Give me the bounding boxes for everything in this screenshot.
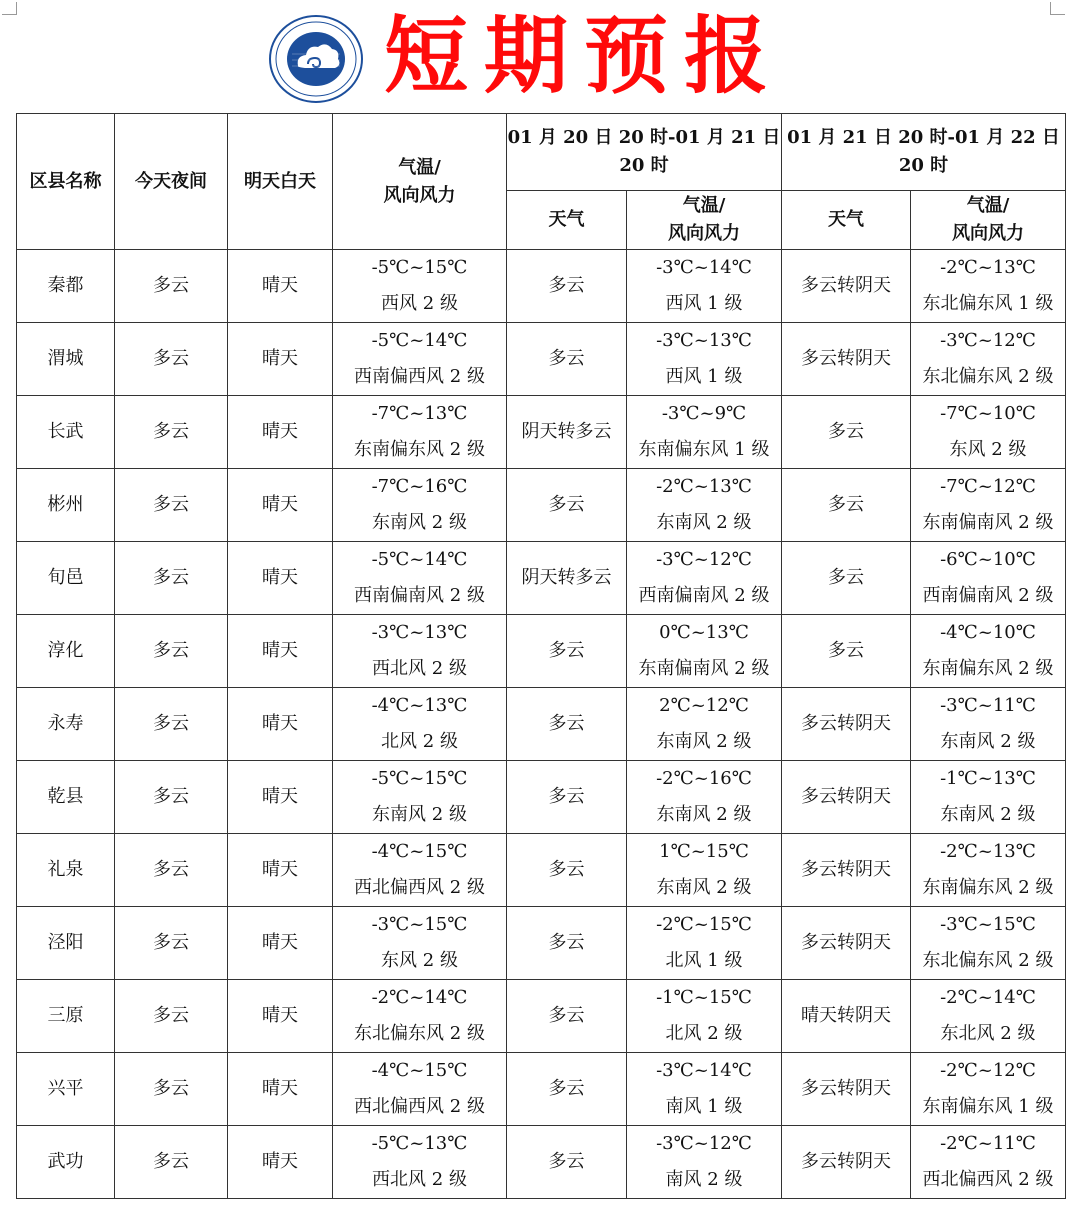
table-row — [17, 615, 1066, 688]
period1-temp-wind-wind: 东南风 2 级 — [656, 804, 752, 825]
today-temp-wind-temp: -4℃~15℃ — [371, 1060, 468, 1081]
period2-weather: 多云转阴天 — [782, 907, 911, 980]
today-temp-wind-wind: 西北偏西风 2 级 — [354, 877, 485, 898]
period2-temp-wind-temp: -7℃~12℃ — [940, 476, 1036, 497]
period1-weather: 多云 — [507, 688, 627, 761]
today-temp-wind-wind: 西南偏西风 2 级 — [354, 366, 485, 387]
period2-temp-wind — [911, 688, 1066, 761]
period1-temp-wind-temp: -1℃~15℃ — [656, 987, 752, 1008]
header-temp-wind — [333, 114, 507, 250]
header-period-2: 01 月 21 日 20 时-01 月 22 日 20 时 — [782, 114, 1066, 191]
period2-temp-wind-wind: 东南偏东风 1 级 — [922, 1096, 1054, 1117]
county-name: 武功 — [17, 1126, 115, 1199]
header-county: 区县名称 — [17, 114, 115, 250]
period1-temp-wind-wind: 东南偏南风 2 级 — [638, 658, 770, 679]
period1-temp-wind — [627, 688, 782, 761]
county-name: 乾县 — [17, 761, 115, 834]
period1-temp-wind-temp: 1℃~15℃ — [659, 841, 749, 862]
tonight-weather: 多云 — [115, 542, 228, 615]
tomorrow-weather: 晴天 — [228, 1126, 333, 1199]
tomorrow-weather: 晴天 — [228, 907, 333, 980]
page-title: 短期预报 — [384, 7, 785, 105]
county-name: 礼泉 — [17, 834, 115, 907]
period2-temp-wind-wind: 西北偏西风 2 级 — [922, 1169, 1054, 1190]
county-name: 秦都 — [17, 250, 115, 323]
period2-temp-wind-wind: 东北偏东风 2 级 — [922, 950, 1054, 971]
period1-temp-wind — [627, 1126, 782, 1199]
tonight-weather: 多云 — [115, 469, 228, 542]
table-row — [17, 980, 1066, 1053]
period1-weather: 多云 — [507, 615, 627, 688]
period1-temp-wind-wind: 西风 1 级 — [665, 293, 743, 314]
period1-weather: 多云 — [507, 980, 627, 1053]
period1-temp-wind-temp: -2℃~16℃ — [656, 768, 752, 789]
tonight-weather: 多云 — [115, 250, 228, 323]
tomorrow-weather: 晴天 — [228, 688, 333, 761]
period1-temp-wind-temp: -2℃~13℃ — [656, 476, 752, 497]
crop-mark-top-left — [2, 2, 17, 15]
period1-temp-wind-wind: 西风 1 级 — [665, 366, 743, 387]
period1-weather: 多云 — [507, 1126, 627, 1199]
period2-temp-wind-temp: -6℃~10℃ — [940, 549, 1036, 570]
tomorrow-weather: 晴天 — [228, 469, 333, 542]
period1-temp-wind — [627, 323, 782, 396]
county-name: 渭城 — [17, 323, 115, 396]
period2-temp-wind-temp: -3℃~15℃ — [940, 914, 1036, 935]
today-temp-wind-wind: 西北偏西风 2 级 — [354, 1096, 485, 1117]
table-row — [17, 688, 1066, 761]
xianyang-meteorology-logo-icon — [268, 14, 364, 104]
table-row — [17, 323, 1066, 396]
period2-temp-wind — [911, 761, 1066, 834]
tonight-weather: 多云 — [115, 1126, 228, 1199]
today-temp-wind — [333, 615, 507, 688]
today-temp-wind — [333, 980, 507, 1053]
period2-temp-wind — [911, 323, 1066, 396]
table-row — [17, 250, 1066, 323]
header-p1-temp-label: 气温/ — [682, 195, 726, 216]
period2-temp-wind — [911, 615, 1066, 688]
tonight-weather: 多云 — [115, 980, 228, 1053]
period2-temp-wind — [911, 907, 1066, 980]
period1-temp-wind — [627, 907, 782, 980]
period2-temp-wind — [911, 469, 1066, 542]
period2-temp-wind-temp: -3℃~12℃ — [940, 330, 1036, 351]
tonight-weather: 多云 — [115, 615, 228, 688]
tomorrow-weather: 晴天 — [228, 615, 333, 688]
period1-weather: 多云 — [507, 834, 627, 907]
period1-temp-wind — [627, 396, 782, 469]
tonight-weather: 多云 — [115, 323, 228, 396]
period1-temp-wind — [627, 980, 782, 1053]
period1-temp-wind-temp: -3℃~12℃ — [656, 549, 752, 570]
table-row — [17, 907, 1066, 980]
period2-weather: 多云转阴天 — [782, 250, 911, 323]
period1-temp-wind-wind: 南风 1 级 — [665, 1096, 743, 1117]
period2-temp-wind — [911, 396, 1066, 469]
county-name: 淳化 — [17, 615, 115, 688]
today-temp-wind-temp: -2℃~14℃ — [371, 987, 468, 1008]
period1-temp-wind-wind: 东南风 2 级 — [656, 877, 752, 898]
today-temp-wind — [333, 469, 507, 542]
today-temp-wind-temp: -3℃~13℃ — [371, 622, 468, 643]
today-temp-wind — [333, 542, 507, 615]
today-temp-wind-wind: 东风 2 级 — [381, 950, 458, 971]
period1-temp-wind — [627, 834, 782, 907]
county-name: 永寿 — [17, 688, 115, 761]
today-temp-wind-wind: 东南偏东风 2 级 — [354, 439, 485, 460]
today-temp-wind-temp: -7℃~16℃ — [371, 476, 468, 497]
today-temp-wind-wind: 西风 2 级 — [381, 293, 458, 314]
tonight-weather: 多云 — [115, 834, 228, 907]
today-temp-wind-wind: 北风 2 级 — [381, 731, 458, 752]
period1-temp-wind-temp: -3℃~14℃ — [656, 1060, 752, 1081]
today-temp-wind — [333, 1053, 507, 1126]
today-temp-wind-temp: -5℃~14℃ — [371, 549, 468, 570]
period2-temp-wind — [911, 980, 1066, 1053]
today-temp-wind-temp: -5℃~15℃ — [371, 257, 468, 278]
period1-temp-wind-wind: 北风 1 级 — [665, 950, 743, 971]
tomorrow-weather: 晴天 — [228, 761, 333, 834]
period2-temp-wind-wind: 西南偏南风 2 级 — [922, 585, 1054, 606]
today-temp-wind-wind: 西北风 2 级 — [372, 658, 467, 679]
period1-temp-wind — [627, 469, 782, 542]
period2-temp-wind-temp: -2℃~14℃ — [940, 987, 1036, 1008]
period1-temp-wind-wind: 东南风 2 级 — [656, 512, 752, 533]
period2-weather: 多云转阴天 — [782, 688, 911, 761]
period1-temp-wind — [627, 1053, 782, 1126]
today-temp-wind-wind: 西北风 2 级 — [372, 1169, 467, 1190]
period2-temp-wind-temp: -2℃~13℃ — [940, 841, 1036, 862]
tomorrow-weather: 晴天 — [228, 542, 333, 615]
header-p1-weather: 天气 — [507, 191, 627, 250]
period2-weather: 晴天转阴天 — [782, 980, 911, 1053]
period1-temp-wind-temp: -3℃~12℃ — [656, 1133, 752, 1154]
period2-temp-wind-temp: -3℃~11℃ — [940, 695, 1036, 716]
forecast-table — [16, 113, 1066, 1199]
county-name: 三原 — [17, 980, 115, 1053]
period1-temp-wind-temp: 0℃~13℃ — [659, 622, 749, 643]
period2-temp-wind — [911, 1126, 1066, 1199]
header-p2-wind-label: 风向风力 — [952, 223, 1024, 244]
period2-temp-wind-wind: 东风 2 级 — [949, 439, 1027, 460]
today-temp-wind-temp: -4℃~15℃ — [371, 841, 468, 862]
period2-weather: 多云 — [782, 396, 911, 469]
today-temp-wind-temp: -5℃~13℃ — [371, 1133, 468, 1154]
header-p2-temp-label: 气温/ — [966, 195, 1010, 216]
period1-weather: 多云 — [507, 761, 627, 834]
county-name: 旬邑 — [17, 542, 115, 615]
period2-temp-wind-wind: 东南偏东风 2 级 — [922, 877, 1054, 898]
header-p2-temp-wind — [911, 191, 1066, 250]
period2-temp-wind — [911, 834, 1066, 907]
period1-weather: 多云 — [507, 469, 627, 542]
period2-weather: 多云 — [782, 469, 911, 542]
period2-temp-wind-wind: 东南风 2 级 — [940, 731, 1036, 752]
period1-weather: 阴天转多云 — [507, 396, 627, 469]
header-p1-wind-label: 风向风力 — [668, 223, 740, 244]
period2-weather: 多云转阴天 — [782, 761, 911, 834]
tonight-weather: 多云 — [115, 688, 228, 761]
tomorrow-weather: 晴天 — [228, 323, 333, 396]
today-temp-wind-temp: -5℃~14℃ — [371, 330, 468, 351]
period2-weather: 多云转阴天 — [782, 1126, 911, 1199]
table-row — [17, 834, 1066, 907]
period2-temp-wind-temp: -2℃~12℃ — [940, 1060, 1036, 1081]
period2-temp-wind — [911, 542, 1066, 615]
period1-temp-wind-temp: -3℃~9℃ — [661, 403, 747, 424]
table-row — [17, 396, 1066, 469]
period1-temp-wind-wind: 西南偏南风 2 级 — [638, 585, 770, 606]
county-name: 泾阳 — [17, 907, 115, 980]
header-tomorrow: 明天白天 — [228, 114, 333, 250]
today-temp-wind-temp: -5℃~15℃ — [371, 768, 468, 789]
table-row — [17, 1053, 1066, 1126]
today-temp-wind-temp: -4℃~13℃ — [371, 695, 468, 716]
period2-temp-wind-wind: 东北偏东风 1 级 — [922, 293, 1054, 314]
page-header — [0, 0, 1080, 112]
today-temp-wind-wind: 西南偏南风 2 级 — [354, 585, 485, 606]
today-temp-wind — [333, 907, 507, 980]
today-temp-wind — [333, 1126, 507, 1199]
period1-temp-wind-temp: 2℃~12℃ — [659, 695, 749, 716]
today-temp-wind — [333, 396, 507, 469]
period2-weather: 多云 — [782, 615, 911, 688]
table-row — [17, 542, 1066, 615]
tomorrow-weather: 晴天 — [228, 396, 333, 469]
period2-temp-wind-wind: 东南偏南风 2 级 — [922, 512, 1054, 533]
period1-weather: 阴天转多云 — [507, 542, 627, 615]
period2-temp-wind — [911, 1053, 1066, 1126]
period1-temp-wind-temp: -3℃~13℃ — [656, 330, 752, 351]
header-p1-temp-wind — [627, 191, 782, 250]
today-temp-wind — [333, 834, 507, 907]
period1-temp-wind-wind: 北风 2 级 — [665, 1023, 743, 1044]
county-name: 兴平 — [17, 1053, 115, 1126]
tonight-weather: 多云 — [115, 761, 228, 834]
period1-temp-wind-temp: -3℃~14℃ — [656, 257, 752, 278]
tonight-weather: 多云 — [115, 907, 228, 980]
period1-temp-wind — [627, 615, 782, 688]
tomorrow-weather: 晴天 — [228, 834, 333, 907]
header-wind-label: 风向风力 — [383, 184, 456, 206]
table-row — [17, 761, 1066, 834]
today-temp-wind-wind: 东南风 2 级 — [372, 512, 467, 533]
period1-temp-wind — [627, 250, 782, 323]
period2-weather: 多云 — [782, 542, 911, 615]
tomorrow-weather: 晴天 — [228, 1053, 333, 1126]
tonight-weather: 多云 — [115, 396, 228, 469]
forecast-rows — [17, 250, 1066, 1199]
today-temp-wind-wind: 东北偏东风 2 级 — [354, 1023, 485, 1044]
period1-weather: 多云 — [507, 907, 627, 980]
today-temp-wind-wind: 东南风 2 级 — [372, 804, 467, 825]
period2-temp-wind-temp: -7℃~10℃ — [940, 403, 1036, 424]
period2-temp-wind-wind: 东北偏东风 2 级 — [922, 366, 1054, 387]
period2-temp-wind-temp: -4℃~10℃ — [940, 622, 1036, 643]
crop-mark-top-right — [1050, 2, 1065, 15]
period2-temp-wind — [911, 250, 1066, 323]
today-temp-wind-temp: -7℃~13℃ — [371, 403, 468, 424]
header-tonight: 今天夜间 — [115, 114, 228, 250]
period2-temp-wind-wind: 东北风 2 级 — [940, 1023, 1036, 1044]
county-name: 彬州 — [17, 469, 115, 542]
header-temp-label: 气温/ — [398, 156, 441, 178]
period2-weather: 多云转阴天 — [782, 323, 911, 396]
table-row — [17, 1126, 1066, 1199]
period1-temp-wind-wind: 南风 2 级 — [665, 1169, 743, 1190]
county-name: 长武 — [17, 396, 115, 469]
period1-weather: 多云 — [507, 1053, 627, 1126]
period1-weather: 多云 — [507, 323, 627, 396]
tomorrow-weather: 晴天 — [228, 980, 333, 1053]
period2-temp-wind-temp: -1℃~13℃ — [940, 768, 1036, 789]
header-p2-weather: 天气 — [782, 191, 911, 250]
tonight-weather: 多云 — [115, 1053, 228, 1126]
header-period-1: 01 月 20 日 20 时-01 月 21 日 20 时 — [507, 114, 782, 191]
today-temp-wind — [333, 250, 507, 323]
period2-weather: 多云转阴天 — [782, 834, 911, 907]
period1-temp-wind-wind: 东南风 2 级 — [656, 731, 752, 752]
period2-temp-wind-temp: -2℃~13℃ — [940, 257, 1036, 278]
period2-temp-wind-temp: -2℃~11℃ — [940, 1133, 1036, 1154]
period1-weather: 多云 — [507, 250, 627, 323]
today-temp-wind — [333, 323, 507, 396]
period1-temp-wind — [627, 761, 782, 834]
period2-temp-wind-wind: 东南偏东风 2 级 — [922, 658, 1054, 679]
today-temp-wind — [333, 688, 507, 761]
period1-temp-wind — [627, 542, 782, 615]
period1-temp-wind-wind: 东南偏东风 1 级 — [638, 439, 770, 460]
tomorrow-weather: 晴天 — [228, 250, 333, 323]
table-row — [17, 469, 1066, 542]
period1-temp-wind-temp: -2℃~15℃ — [656, 914, 752, 935]
today-temp-wind — [333, 761, 507, 834]
period2-temp-wind-wind: 东南风 2 级 — [940, 804, 1036, 825]
today-temp-wind-temp: -3℃~15℃ — [371, 914, 468, 935]
period2-weather: 多云转阴天 — [782, 1053, 911, 1126]
